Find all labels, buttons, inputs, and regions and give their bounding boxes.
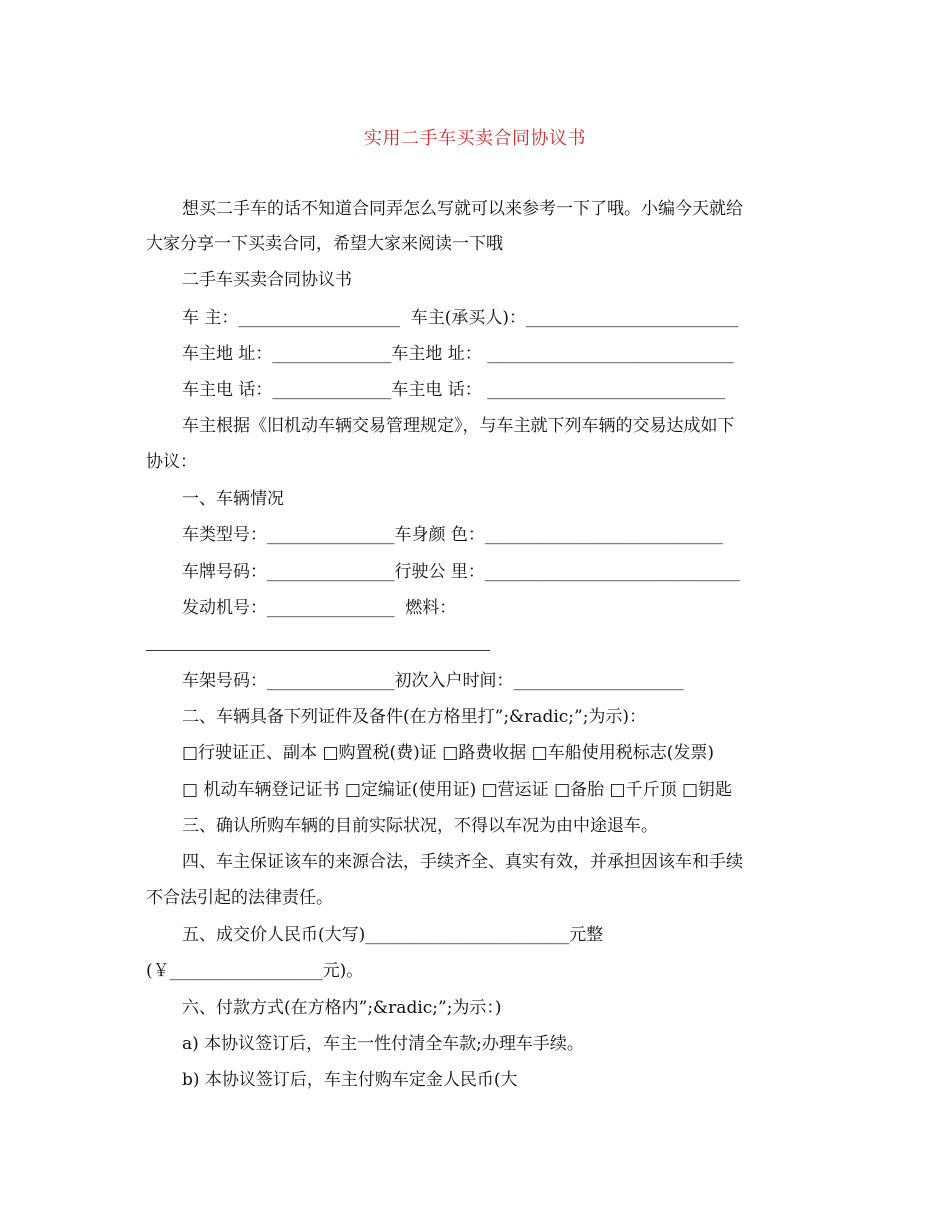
agreement-heading: 二手车买卖合同协议书 xyxy=(182,270,352,290)
agreement-preamble-line-2: 协议： xyxy=(146,452,197,472)
intro-line-2: 大家分享一下买卖合同，希望大家来阅读一下哦 xyxy=(146,234,503,254)
documents-checklist-line-2: □ 机动车辆登记证书 □定编证(使用证) □营运证 □备胎 □千斤顶 □钥匙 xyxy=(182,780,733,800)
plate-mileage-row: 车牌号码：_______________行驶公 里：______________________________ xyxy=(182,562,740,582)
engine-fuel-row: 发动机号：_______________ 燃料： xyxy=(182,598,457,618)
section-4-line-1: 四、车主保证该车的来源合法，手续齐全、真实有效，并承担因该车和手续 xyxy=(182,852,743,872)
vehicle-type-color-row: 车类型号：_______________车身颜 色：____________________________ xyxy=(182,525,723,545)
payment-option-a: a) 本协议签订后，车主一性付清全车款;办理车手续。 xyxy=(182,1034,584,1054)
section-1-heading: 一、车辆情况 xyxy=(182,489,284,509)
frame-registration-row: 车架号码：_______________初次入户时间：____________________ xyxy=(182,671,684,691)
section-3: 三、确认所购车辆的目前实际状况，不得以车况为由中途退车。 xyxy=(182,816,658,836)
section-5-price: 五、成交价人民币(大写)________________________元整 xyxy=(182,925,604,945)
section-2-heading: 二、车辆具备下列证件及备件(在方格里打”;&radic;”;为示)： xyxy=(182,707,647,727)
section-5-price-figure: (￥__________________元)。 xyxy=(146,961,364,981)
payment-option-b: b) 本协议签订后，车主付购车定金人民币(大 xyxy=(182,1070,518,1090)
phone-row: 车主电 话：______________车主电 话： ____________________________ xyxy=(182,380,726,400)
section-4-line-2: 不合法引起的法律责任。 xyxy=(146,888,333,908)
address-row: 车主地 址：______________车主地 址： _____________________________ xyxy=(182,344,734,364)
owner-buyer-row: 车 主：___________________ 车主(承买人)：_________________________ xyxy=(182,308,739,328)
agreement-preamble-line-1: 车主根据《旧机动车辆交易管理规定》，与车主就下列车辆的交易达成如下 xyxy=(182,416,735,436)
document-title: 实用二手车买卖合同协议书 xyxy=(364,128,586,149)
intro-line-1: 想买二手车的话不知道合同弄怎么写就可以来参考一下了哦。小编今天就给 xyxy=(182,199,743,219)
documents-checklist-line-1: □行驶证正、副本 □购置税(费)证 □路费收据 □车船使用税标志(发票) xyxy=(182,743,714,763)
fuel-underline xyxy=(146,650,490,651)
section-6-heading: 六、付款方式(在方格内”;&radic;”;为示：) xyxy=(182,998,502,1018)
